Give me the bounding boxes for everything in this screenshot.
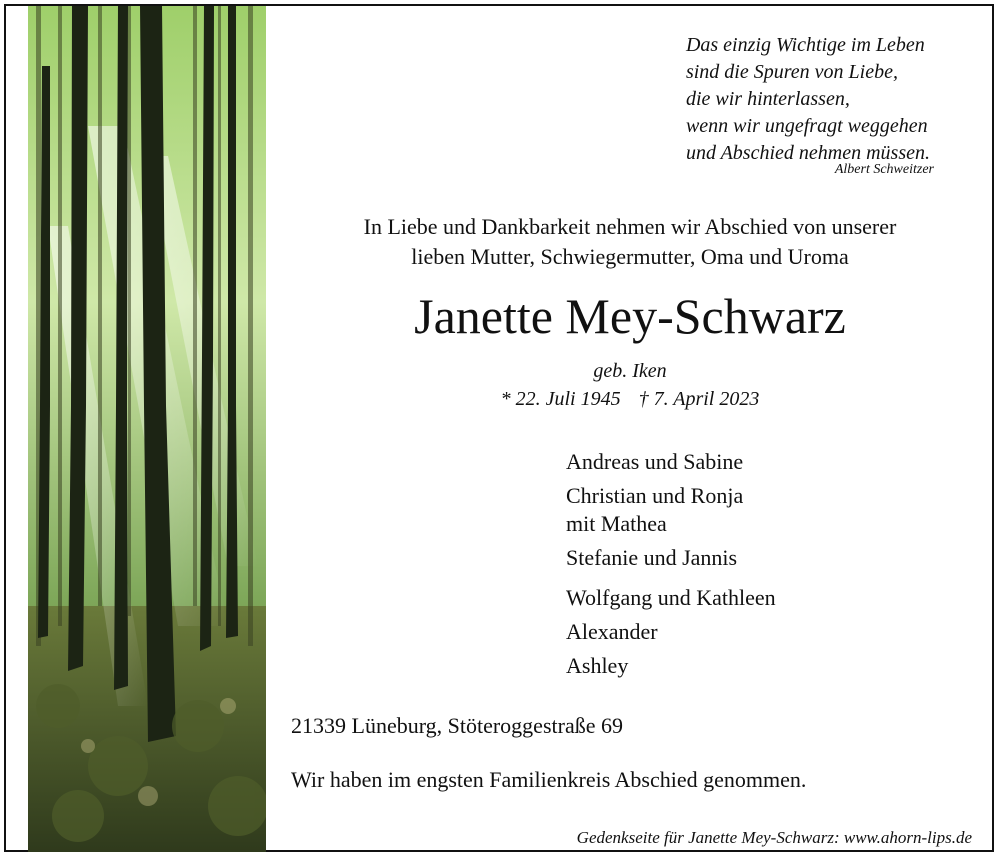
farewell-note: Wir haben im engsten Familienkreis Abschied genommen. [291,767,807,792]
intro-line: lieben Mutter, Schwiegermutter, Oma und Uroma [411,244,849,269]
birth-name: geb. Iken [593,360,667,382]
intro-text [266,212,994,272]
mourner-group [566,482,776,538]
mourner-name: Alexander [566,619,658,644]
quote-author: Albert Schweitzer [834,162,934,177]
mourner-group [566,448,776,476]
quote [686,32,930,167]
quote-line: sind die Spuren von Liebe, [685,61,898,83]
mourner-name: Ashley [566,653,629,678]
address: 21339 Lüneburg, Stöteroggestraße 69 [291,713,623,738]
mourner-group [566,618,776,646]
mourner-name: Wolfgang und Kathleen [566,585,776,610]
mourner-name: Andreas und Sabine [566,449,744,474]
memorial-page-link[interactable]: Gedenkseite für Janette Mey-Schwarz: www.ahorn-lips.de [576,828,972,847]
quote-line: die wir hinterlassen, [685,88,850,110]
mourner-group [566,652,776,680]
mourner-group [566,584,776,612]
deceased-name: Janette Mey-Schwarz [414,288,846,344]
life-dates [266,386,994,412]
quote-line: wenn wir ungefragt weggehen [685,115,928,137]
mourner-group [566,544,776,572]
forest-illustration [28,6,266,852]
mourner-name: mit Mathea [566,511,667,536]
quote-line: und Abschied nehmen müssen. [685,142,930,164]
forest-image [28,6,266,852]
mourner-name: Stefanie und Jannis [566,545,738,570]
quote-line: Das einzig Wichtige im Leben [685,34,925,56]
birth-date: * 22. Juli 1945 [500,388,621,410]
mourner-name: Christian und Ronja [566,483,744,508]
mourners-list [566,448,776,686]
intro-line: In Liebe und Dankbarkeit nehmen wir Abschied von unserer [363,214,897,239]
death-date: † 7. April 2023 [638,388,760,410]
